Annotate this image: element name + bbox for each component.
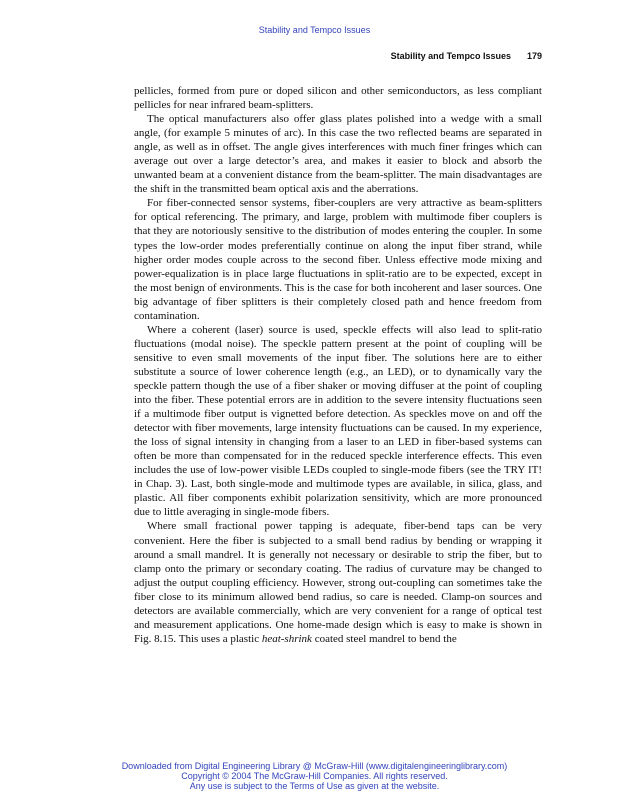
page-number: 179 — [526, 51, 542, 61]
paragraph-2: The optical manufacturers also offer glass plates polished into a wedge with a small angle, (for example 5 minutes of arc). In this case the two reflected beams are separated in angle, as well as in offset. The angle gives interferences with much finer fringes which can average out over a large detector’s area, and makes it easier to block and absorb the unwanted beam at a convenient distance from the beam-splitter. The main disadvantages are the shift in the transmitted beam optical axis and the aberrations. — [134, 113, 542, 196]
paragraph-5 — [134, 519, 542, 645]
paragraph-3: For fiber-connected sensor systems, fiber-couplers are very attractive as beam-splitters for optical referencing. The primary, and large, problem with multimode fiber couplers is that they are notoriously sensitive to the distribution of modes entering the coupler. In some types the low-order modes preferentially continue on along the input fiber strand, while higher order modes couple across to the second fiber. Unless effective mode mixing and power-equalization is in place large fluctuations in split-ratio are to be expected, except in the most benign of environments. This is the case for both incoherent and laser sources. One big advantage of fiber splitters is their completely closed path and hence freedom from contamination. — [134, 197, 542, 322]
paragraph-1: pellicles, formed from pure or doped silicon and other semiconductors, as less compliant pellicles for near infrared beam-splitters. — [134, 85, 542, 112]
top-chapter-link[interactable]: Stability and Tempco Issues — [258, 25, 371, 35]
running-head-title: Stability and Tempco Issues — [390, 51, 511, 61]
footer-download-link[interactable]: Downloaded from Digital Engineering Library @ McGraw-Hill (www.digitalengineeringlibrary.com) — [121, 761, 508, 771]
paragraph-5-tail: coated steel mandrel to bend the — [311, 632, 457, 645]
paragraph-4: Where a coherent (laser) source is used, speckle effects will also lead to split-ratio fluctuations (modal noise). The speckle pattern present at the point of coupling will be sensitive to even small movements of the input fiber. The solutions here are to either substitute a source of lower coherence length (e.g., an LED), or to dynamically vary the speckle pattern though the use of a fiber shaker or moving diffuser at the point of coupling into the fiber. These potential errors are in addition to the severe intensity fluctuations seen if a multimode fiber output is vignetted before detection. As speckles move on and off the detector with fiber movements, large intensity fluctuations can be caused. In my experience, the loss of signal intensity in changing from a laser to an LED in fiber-based systems can often be more than compensated for in the reduced speckle interference effects. This even includes the use of low-power visible LEDs coupled to single-mode fibers (see the TRY IT! in Chap. 3). Last, both single-mode and multimode types are available, in silica, glass, and plastic. All fiber components exhibit polarization sensitivity, which are more pronounced due to little averaging in single-mode fibers. — [134, 323, 542, 519]
footer-terms[interactable]: Any use is subject to the Terms of Use as given at the website. — [189, 781, 440, 791]
running-head — [134, 51, 542, 61]
footer — [0, 761, 629, 791]
emphasis-heat-shrink: heat-shrink — [261, 632, 312, 645]
footer-copyright[interactable]: Copyright © 2004 The McGraw-Hill Companies. All rights reserved. — [181, 771, 448, 781]
body-text — [134, 84, 542, 646]
paragraph-5-text: Where small fractional power tapping is adequate, fiber-bend taps can be very convenient. Here the fiber is subjected to a small bend radius by bending or wrapping it around a small mandrel. It is generally not necessary or desirable to strip the fiber, but to clamp onto the primary or secondary coating. The radius of curvature may be changed to adjust the output coupling efficiency. However, strong out-coupling can sometimes take the fiber close to its minimum allowed bend radius, so care is needed. Clamp-on sources and detectors are available commercially, which are very convenient for a range of optical test and measurement applications. One home-made design which is easy to make is shown in Fig. 8.15. This uses a plastic — [134, 520, 542, 645]
